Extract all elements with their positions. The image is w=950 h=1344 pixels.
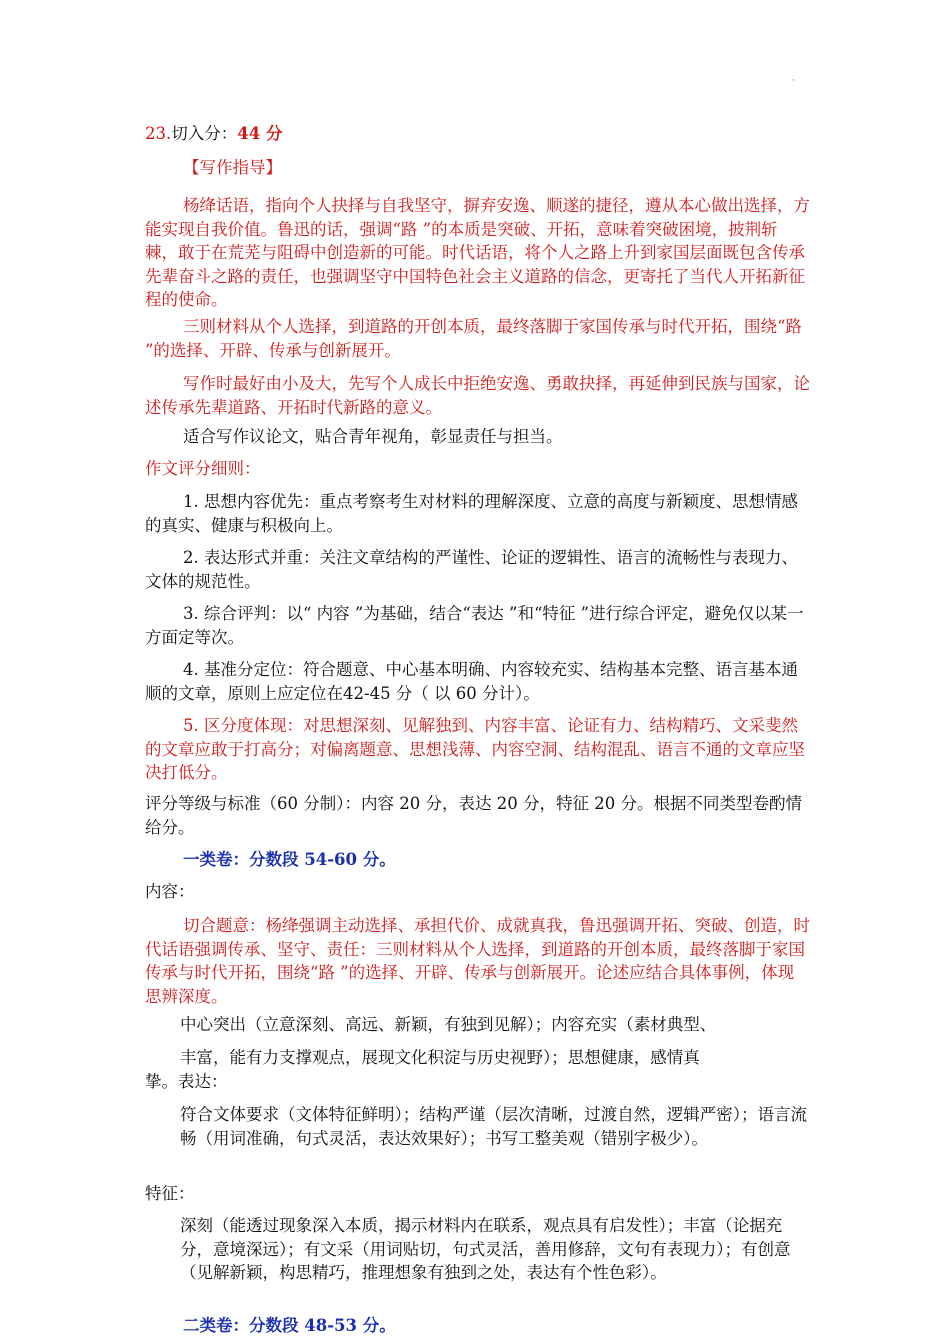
class1-center-line-2: 丰富，能有力支撑观点，展现文化积淀与历史视野）；思想健康，感情真 xyxy=(180,1048,700,1067)
guide-paragraph-2: 三则材料从个人选择，到道路的开创本质，最终落脚于家国传承与时代开拓，围绕“路 ”的选择、开辟、传承与创新展开。 xyxy=(145,317,802,360)
header-dot: · xyxy=(792,76,795,86)
rubric-item-4: 4. 基准分定位：符合题意、中心基本明确、内容较充实、结构基本完整、语言基本通顺的文章，原则上应定位在42-45 分（ 以 60 分计）。 xyxy=(145,660,798,703)
rubric-item-2: 2. 表达形式并重：关注文章结构的严谨性、论证的逻辑性、语言的流畅性与表现力、文体的规范性。 xyxy=(145,548,798,591)
guide-paragraph-1: 杨绛话语，指向个人抉择与自我坚守，摒弃安逸、顺遂的捷径，遵从本心做出选择，方能实现自我价值。鲁迅的话，强调“路 ”的本质是突破、开拓，意味着突破困境，披荆斩棘，敢于在荒芜与阻碍中创造新的可能。时代话语，将个人之路上升到家国层面既包含传承先辈奋斗之路的责任，也强调坚守中国特色社会主义道路的信念，更寄托了当代人开拓新征程的使命。 xyxy=(145,196,810,309)
rubric-item-1: 1. 思想内容优先：重点考察考生对材料的理解深度、立意的高度与新颖度、思想情感的真实、健康与积极向上。 xyxy=(145,492,798,535)
class1-content-label: 内容： xyxy=(145,882,195,901)
question-heading xyxy=(145,122,810,146)
class1-feature-label: 特征： xyxy=(145,1184,195,1203)
entry-label: 切入分： xyxy=(171,124,238,143)
class1-center-line-3: 挚。表达： xyxy=(145,1072,228,1091)
class1-center-line-1: 中心突出（立意深刻、高远、新颖，有独到见解）；内容充实（素材典型、 xyxy=(180,1015,717,1034)
class1-title: 一类卷：分数段 54-60 分。 xyxy=(183,850,396,869)
guide-paragraph-4: 适合写作议论文，贴合青年视角，彰显责任与担当。 xyxy=(183,427,563,446)
class1-feature: 深刻（能透过现象深入本质，揭示材料内在联系，观点具有启发性）；丰富（论据充分，意境深远）；有文采（用词贴切，句式灵活，善用修辞，文句有表现力）；有创意（见解新颖，构思精巧，推理想象有独到之处，表达有个性色彩）。 xyxy=(180,1216,791,1282)
class1-topic-fit: 切合题意：杨绛强调主动选择、承担代价、成就真我，鲁迅强调开拓、突破、创造，时代话语强调传承、坚守、责任：三则材料从个人选择，到道路的开创本质，最终落脚于家国传承与时代开拓，围绕“路 ”的选择、开辟、传承与创新展开。论述应结合具体事例，体现思辨深度。 xyxy=(145,916,810,1006)
scoring-standard: 评分等级与标准（60 分制）：内容 20 分，表达 20 分，特征 20 分。根据不同类型卷酌情给分。 xyxy=(145,794,802,837)
rubric-item-3: 3. 综合评判：以“ 内容 ”为基础，结合“表达 ”和“特征 ”进行综合评定，避免仅以某一方面定等次。 xyxy=(145,604,804,647)
class2-title: 二类卷：分数段 48-53 分。 xyxy=(183,1316,396,1335)
rubric-title: 作文评分细则： xyxy=(145,459,261,478)
entry-score: 44 分 xyxy=(237,124,283,143)
guide-title: 【写作指导】 xyxy=(183,158,282,177)
question-number: 23. xyxy=(145,124,172,143)
rubric-item-5: 5. 区分度体现：对思想深刻、见解独到、内容丰富、论证有力、结构精巧、文采斐然的文章应敢于打高分；对偏离题意、思想浅薄、内容空洞、结构混乱、语言不通的文章应坚决打低分。 xyxy=(145,716,805,782)
class1-expression: 符合文体要求（文体特征鲜明）；结构严谨（层次清晰，过渡自然，逻辑严密）；语言流畅（用词准确，句式灵活，表达效果好）；书写工整美观（错别字极少）。 xyxy=(180,1105,807,1148)
guide-paragraph-3: 写作时最好由小及大，先写个人成长中拒绝安逸、勇敢抉择，再延伸到民族与国家，论述传承先辈道路、开拓时代新路的意义。 xyxy=(145,374,810,417)
